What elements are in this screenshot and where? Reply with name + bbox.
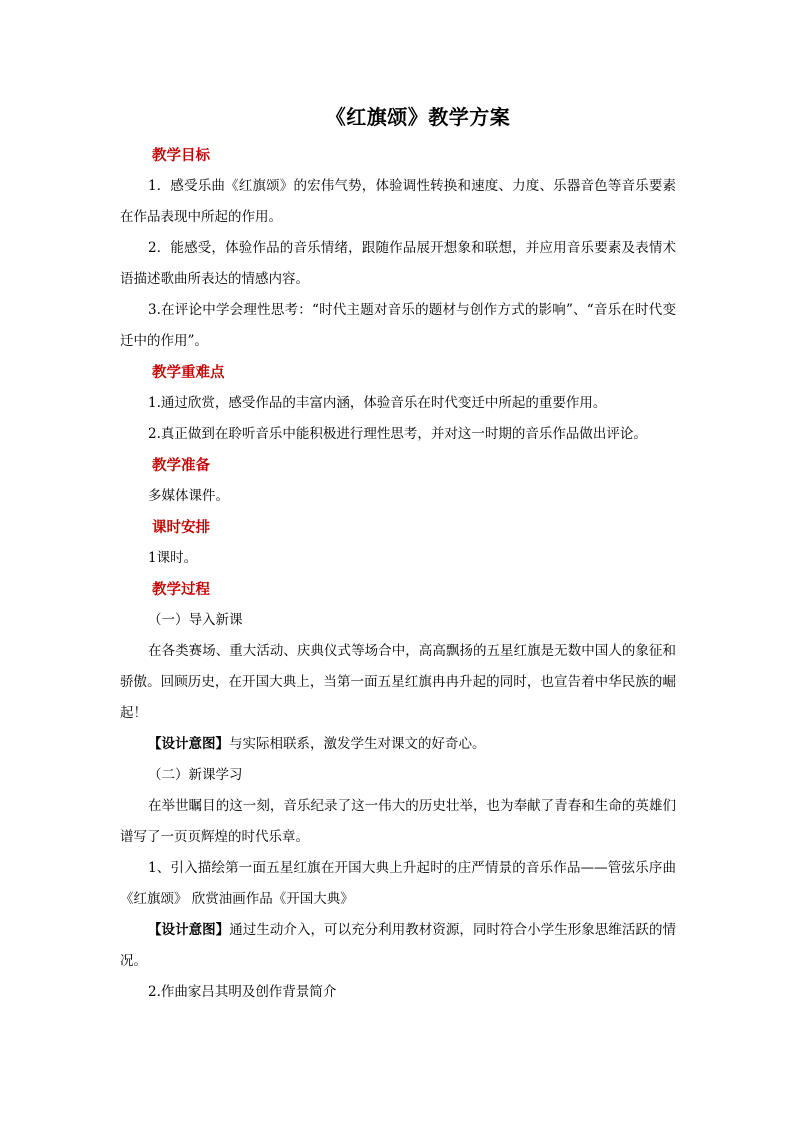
design-intent-label: 【设计意图】 [148, 922, 230, 938]
schedule-text: 1课时。 [148, 550, 198, 566]
page-title: 《红旗颂》教学方案 [325, 105, 511, 129]
design-intent-2 [120, 915, 676, 977]
key-point-item: 2.真正做到在聆听音乐中能积极进行理性思考，并对这一时期的音乐作品做出评论。 [148, 426, 647, 442]
section-heading-schedule: 课时安排 [152, 519, 210, 536]
objective-item: 3.在评论中学会理性思考：“时代主题对音乐的题材与创作方式的影响”、“音乐在时代变迁中的作用”。 [120, 302, 676, 349]
section-heading-preparation: 教学准备 [152, 457, 210, 474]
process-part2-title: （二）新课学习 [148, 767, 243, 783]
section-heading-process: 教学过程 [152, 581, 210, 598]
preparation-text: 多媒体课件。 [148, 488, 229, 504]
process-part2-step2: 2.作曲家吕其明及创作背景简介 [148, 984, 337, 1000]
section-heading-key-points: 教学重难点 [152, 364, 225, 381]
process-part1-text: 在各类赛场、重大活动、庆典仪式等场合中，高高飘扬的五星红旗是无数中国人的象征和骄傲。回顾历史，在开国大典上，当第一面五星红旗冉冉升起的同时，也宣告着中华民族的崛起！ [120, 643, 676, 721]
process-part2-text: 在举世瞩目的这一刻，音乐纪录了这一伟大的历史壮举，也为奉献了青春和生命的英雄们谱写了一页页辉煌的时代乐章。 [120, 798, 676, 845]
design-intent-text: 通过生动介入，可以充分利用教材资源，同时符合小学生形象思维活跃的情况。 [120, 922, 677, 969]
design-intent-text: 与实际相联系，激发学生对课文的好奇心。 [229, 736, 486, 752]
key-point-item: 1.通过欣赏，感受作品的丰富内涵，体验音乐在时代变迁中所起的重要作用。 [148, 395, 607, 411]
objective-item: 1．感受乐曲《红旗颂》的宏伟气势，体验调性转换和速度、力度、乐器音色等音乐要素在作品表现中所起的作用。 [120, 178, 676, 225]
process-part1-title: （一）导入新课 [148, 612, 243, 628]
section-heading-objectives: 教学目标 [152, 147, 210, 164]
document-body [120, 140, 676, 1008]
objective-item: 2．能感受，体验作品的音乐情绪，跟随作品展开想象和联想，并应用音乐要素及表情术语描述歌曲所表达的情感内容。 [120, 240, 676, 287]
process-part2-step1: 1、引入描绘第一面五星红旗在开国大典上升起时的庄严情景的音乐作品——管弦乐序曲《红旗颂》 欣赏油画作品《开国大典》 [120, 860, 676, 907]
design-intent-label: 【设计意图】 [148, 736, 229, 752]
design-intent-1 [120, 729, 676, 760]
